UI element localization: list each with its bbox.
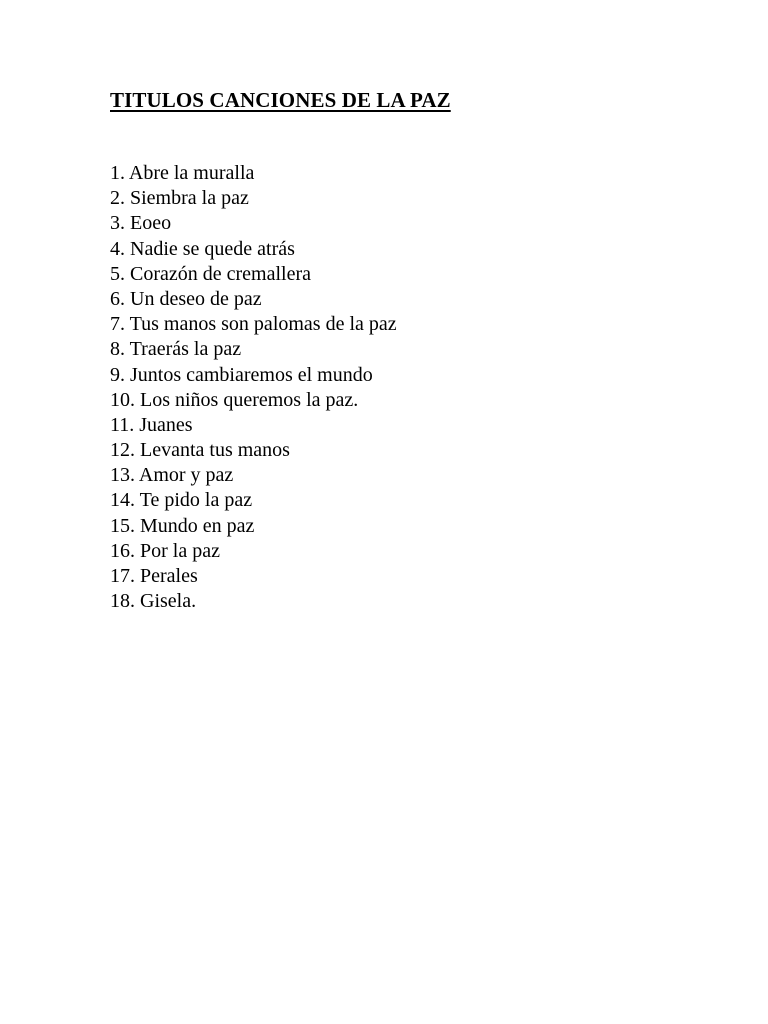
song-item: 4. Nadie se quede atrás xyxy=(110,237,295,260)
song-item: 9. Juntos cambiaremos el mundo xyxy=(110,363,373,386)
song-item: 15. Mundo en paz xyxy=(110,514,255,537)
song-item: 3. Eoeo xyxy=(110,212,172,235)
song-item: 2. Siembra la paz xyxy=(110,187,249,210)
song-item: 8. Traerás la paz xyxy=(110,338,242,361)
song-item: 11. Juanes xyxy=(110,413,193,436)
song-item: 1. Abre la muralla xyxy=(110,162,255,184)
song-item: 16. Por la paz xyxy=(110,539,220,562)
song-item: 10. Los niños queremos la paz. xyxy=(110,388,359,411)
song-item: 14. Te pido la paz xyxy=(110,489,253,512)
document-title: TITULOS CANCIONES DE LA PAZ xyxy=(110,88,451,112)
song-item: 18. Gisela. xyxy=(110,590,197,613)
song-item: 7. Tus manos son palomas de la paz xyxy=(110,313,397,336)
song-item: 13. Amor y paz xyxy=(110,464,234,487)
song-item: 17. Perales xyxy=(110,565,198,587)
song-item: 6. Un deseo de paz xyxy=(110,287,262,310)
song-item: 5. Corazón de cremallera xyxy=(110,262,312,285)
song-list xyxy=(110,161,397,614)
song-item: 12. Levanta tus manos xyxy=(110,439,290,462)
